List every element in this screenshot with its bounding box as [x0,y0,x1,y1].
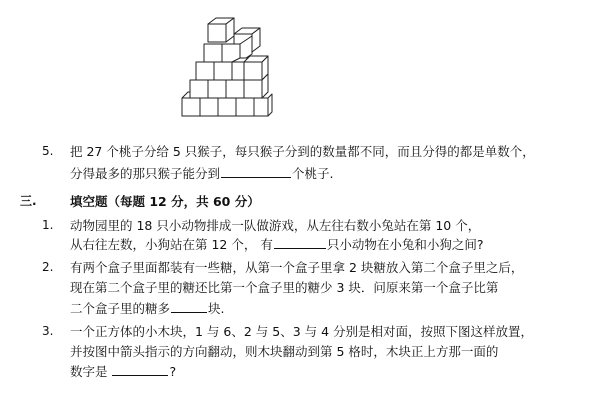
item-3-line-2: 并按图中箭头指示的方向翻动，则木块翻动到第 5 格时，木块正上方那一面的 [70,344,499,359]
item-1-line-1: 动物园里的 18 只小动物排成一队做游戏，从左往右数小兔站在第 10 个， [70,218,481,233]
item-3-line-1: 一个正方体的小木块，1 与 6、2 与 5、3 与 4 分别是相对面，按照下图这样放置， [70,324,534,339]
item-2-text-before-blank: 二个盒子里的糖多 [70,301,171,316]
question-5-line-2 [70,165,334,182]
question-5-text-after-blank: 个桃子. [292,166,334,181]
item-2-text-after-blank: 块. [208,301,225,316]
item-3-text-before-blank: 数字是 [70,364,112,379]
question-5-number: 5. [42,144,54,158]
item-1-number: 1. [42,218,54,232]
item-1-line-2 [70,236,483,253]
item-3-number: 3. [42,324,54,338]
question-5-line-1: 把 27 个桃子分给 5 只猴子，每只猴子分到的数量都不同，而且分得的都是单数个， [70,144,535,159]
item-2-line-2: 现在第二个盒子里的糖还比第一个盒子里的糖少 3 块．问原来第一个盒子比第 [70,280,499,295]
item-3-line-3 [70,363,176,380]
answer-blank-item-3[interactable] [112,363,168,376]
item-3-text-after-blank: ? [169,364,177,379]
question-5-text-before-blank: 分得最多的那只猴子能分到 [70,166,221,181]
section-3-number: 三. [20,194,37,208]
item-2-line-1: 有两个盒子里面都装有一些糖，从第一个盒子里拿 2 块糖放入第二个盒子里之后， [70,260,524,275]
cube-stack-figure [178,14,278,130]
item-2-line-3 [70,300,225,317]
item-1-text-after-blank: 只小动物在小兔和小狗之间? [326,237,484,252]
answer-blank-q5[interactable] [221,165,291,178]
item-2-number: 2. [42,260,54,274]
answer-blank-item-2[interactable] [171,300,207,313]
answer-blank-item-1[interactable] [274,236,326,249]
section-3-title: 填空题（每题 12 分，共 60 分） [70,194,260,209]
item-1-text-before-blank: 从右往左数，小狗站在第 12 个， 有 [70,237,273,252]
